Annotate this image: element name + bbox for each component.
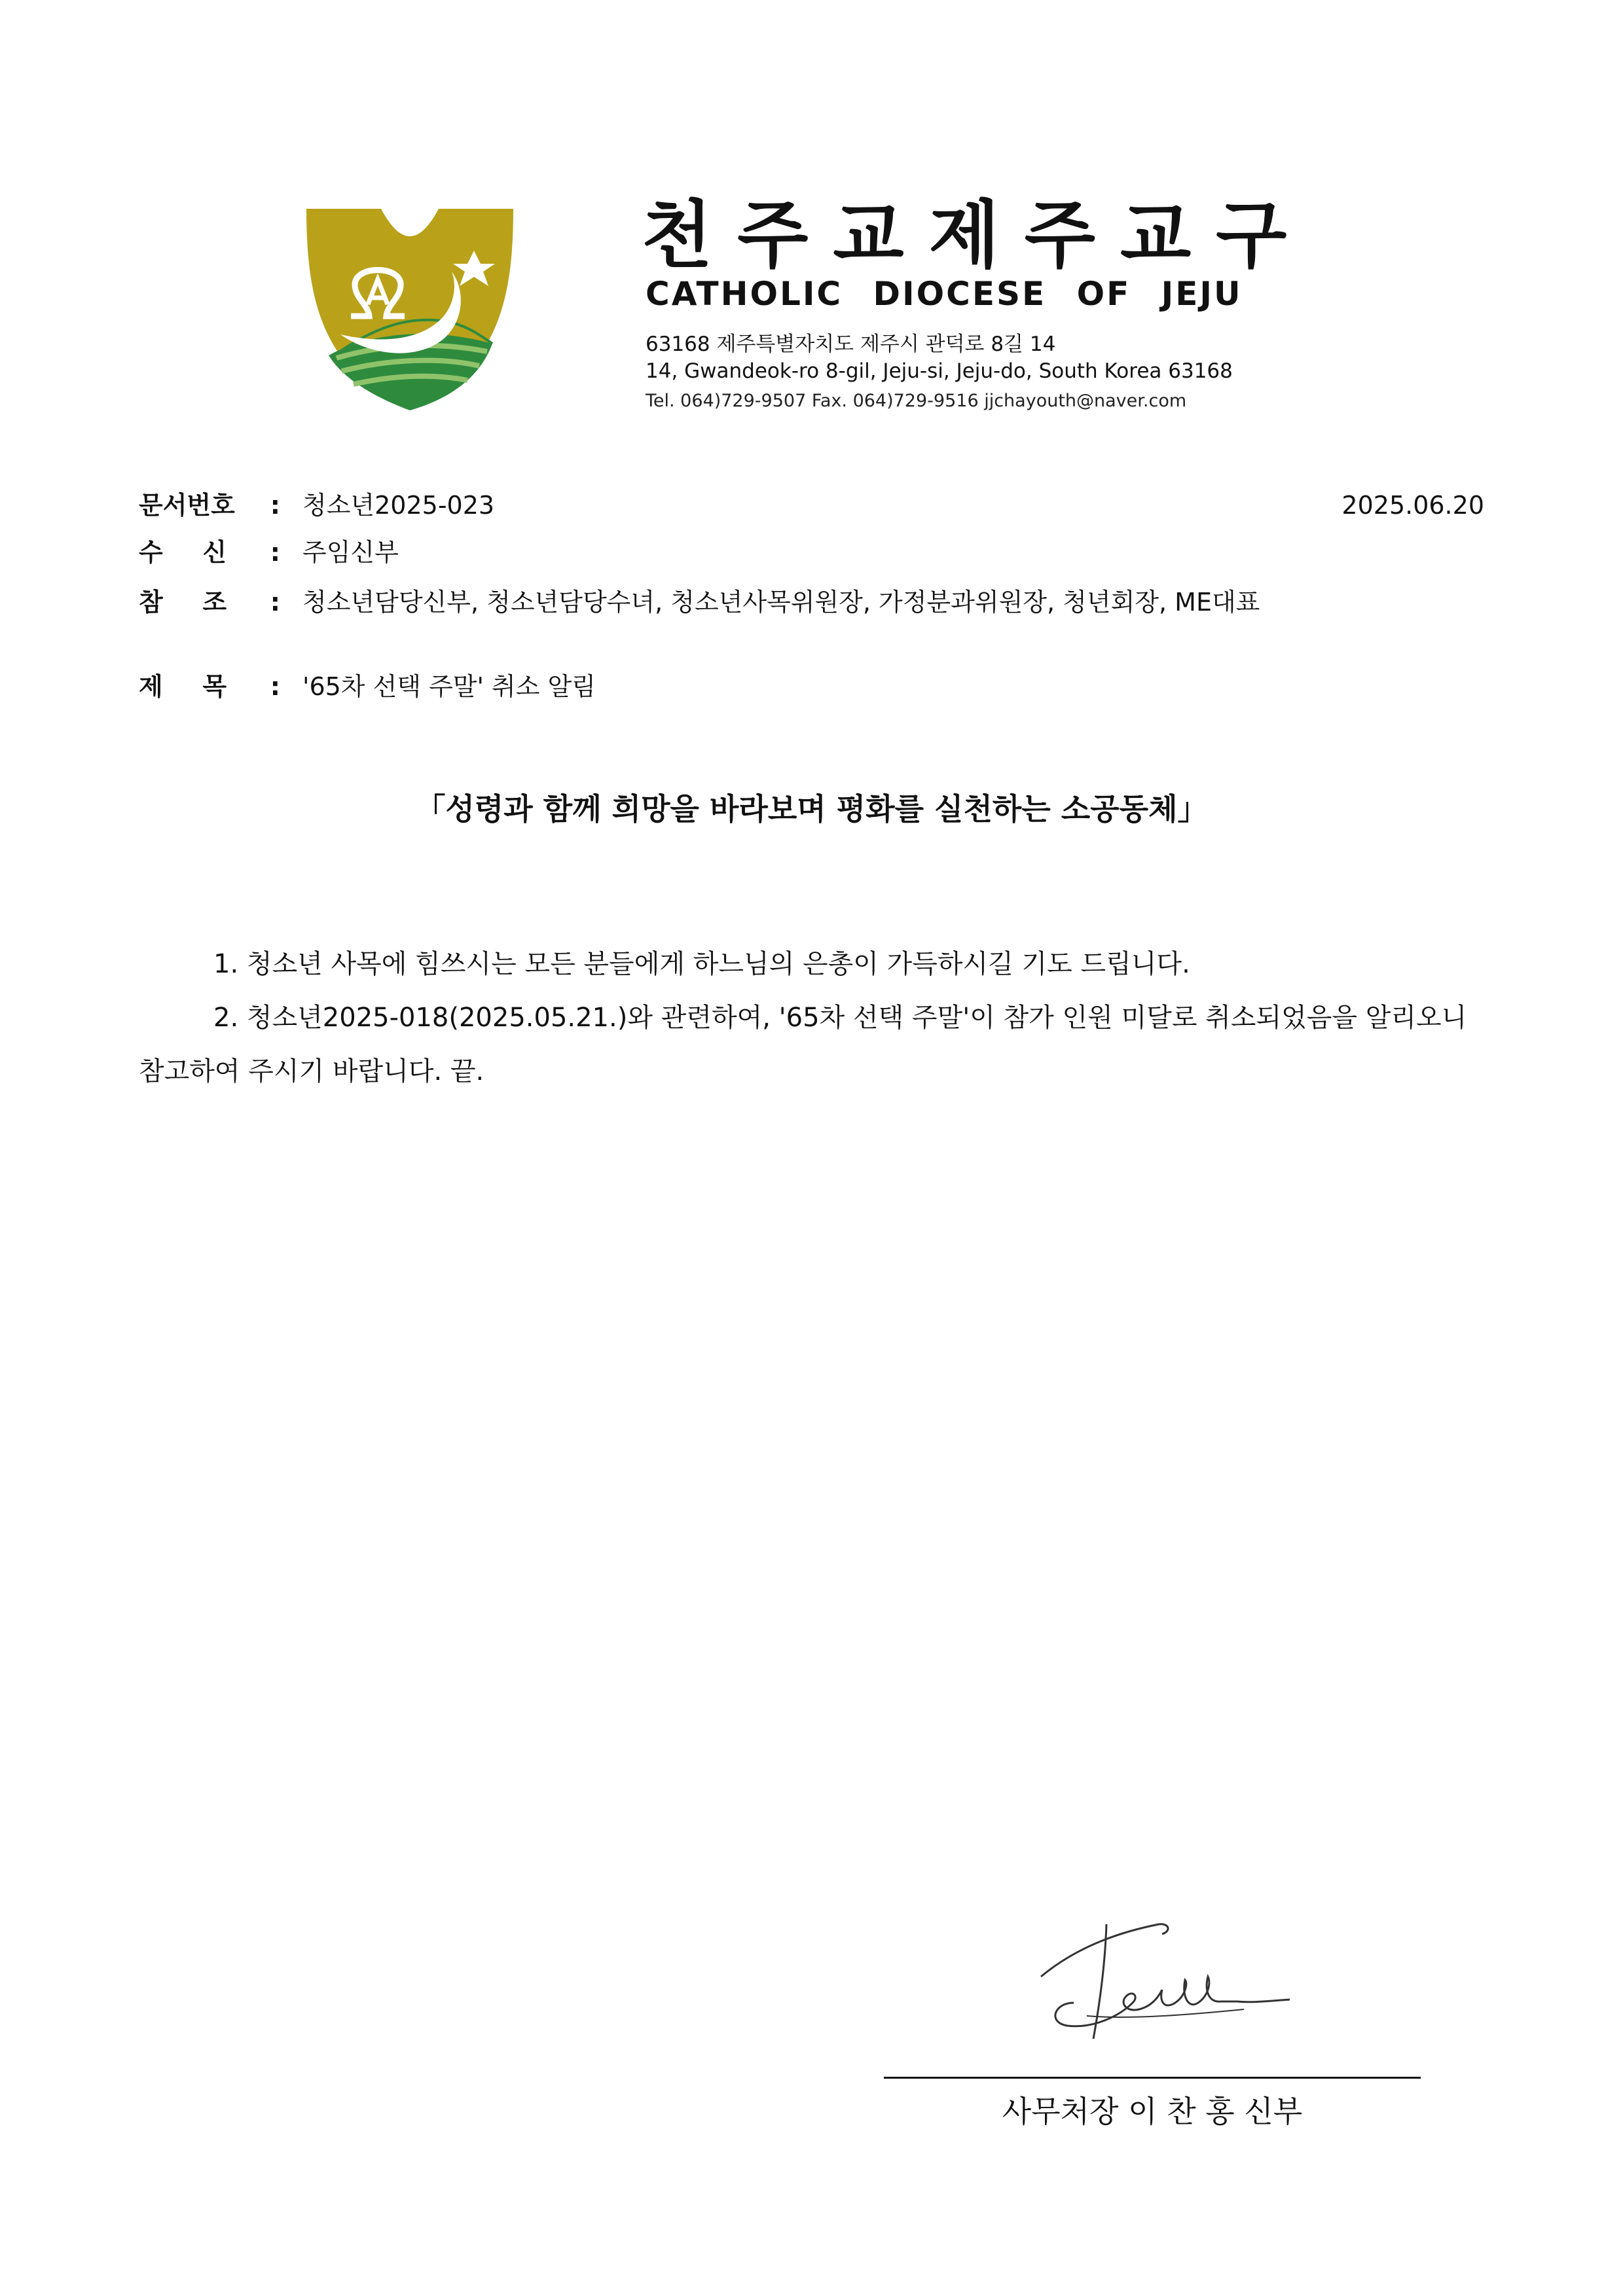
- signature-line: [884, 2077, 1421, 2079]
- subject-colon: :: [270, 672, 280, 701]
- recipient-label-b: 신: [202, 538, 227, 567]
- diocese-motto: 「성령과 함께 희망을 바라보며 평화를 실천하는 소공동체」: [415, 791, 1208, 827]
- subject-label-a: 제: [139, 672, 163, 701]
- org-english-name: CATHOLIC DIOCESE OF JEJU: [646, 275, 1243, 313]
- reference-colon: :: [270, 588, 280, 617]
- address-korean: 63168 제주특별자치도 제주시 관덕로 8길 14: [646, 332, 1056, 356]
- recipient-label-a: 수: [139, 538, 163, 567]
- doc-number-label-text: 문서번호: [139, 491, 235, 520]
- recipient-label: [139, 535, 280, 570]
- contact-info: Tel. 064)729-9507 Fax. 064)729-9516 jjchayouth@naver.com: [646, 391, 1187, 411]
- org-korean-name: 천주교제주교구: [642, 193, 1312, 278]
- signer-name: 사무처장 이 찬 홍 신부: [1002, 2094, 1303, 2129]
- reference-label-a: 참: [139, 588, 163, 617]
- reference-value: 청소년담당신부, 청소년담당수녀, 청소년사목위원장, 가정분과위원장, 청년회장, ME대표: [302, 588, 1260, 617]
- reference-label-b: 조: [202, 588, 227, 617]
- subject-value: '65차 선택 주말' 취소 알림: [302, 672, 596, 701]
- reference-label: [139, 584, 280, 620]
- doc-number-row: [139, 488, 1298, 523]
- subject-label-b: 목: [202, 672, 227, 701]
- doc-number-value: 청소년2025-023: [302, 491, 495, 520]
- document-date: 2025.06.20: [1341, 491, 1484, 520]
- recipient-row: [139, 535, 1298, 570]
- body-paragraph-2: 2. 청소년2025-018(2025.05.21.)와 관련하여, '65차 선택 주말'이 참가 인원 미달로 취소되었음을 알리오니 참고하여 주시기 바랍니다. 끝.: [139, 1003, 1467, 1086]
- handwritten-signature-icon: [1028, 1905, 1303, 2049]
- subject-row: [139, 669, 1298, 704]
- subject-label: [139, 669, 280, 704]
- diocese-crest-icon: [302, 206, 517, 413]
- body-paragraph-1: 1. 청소년 사목에 힘쓰시는 모든 분들에게 하느님의 은총이 가득하시길 기도 드립니다.: [213, 949, 1190, 979]
- doc-number-colon: :: [270, 491, 280, 520]
- recipient-value: 주임신부: [302, 538, 399, 567]
- recipient-colon: :: [270, 538, 280, 567]
- reference-row: [139, 584, 1455, 620]
- doc-number-label: [139, 488, 280, 523]
- address-english: 14, Gwandeok-ro 8-gil, Jeju-si, Jeju-do, South Korea 63168: [646, 359, 1233, 383]
